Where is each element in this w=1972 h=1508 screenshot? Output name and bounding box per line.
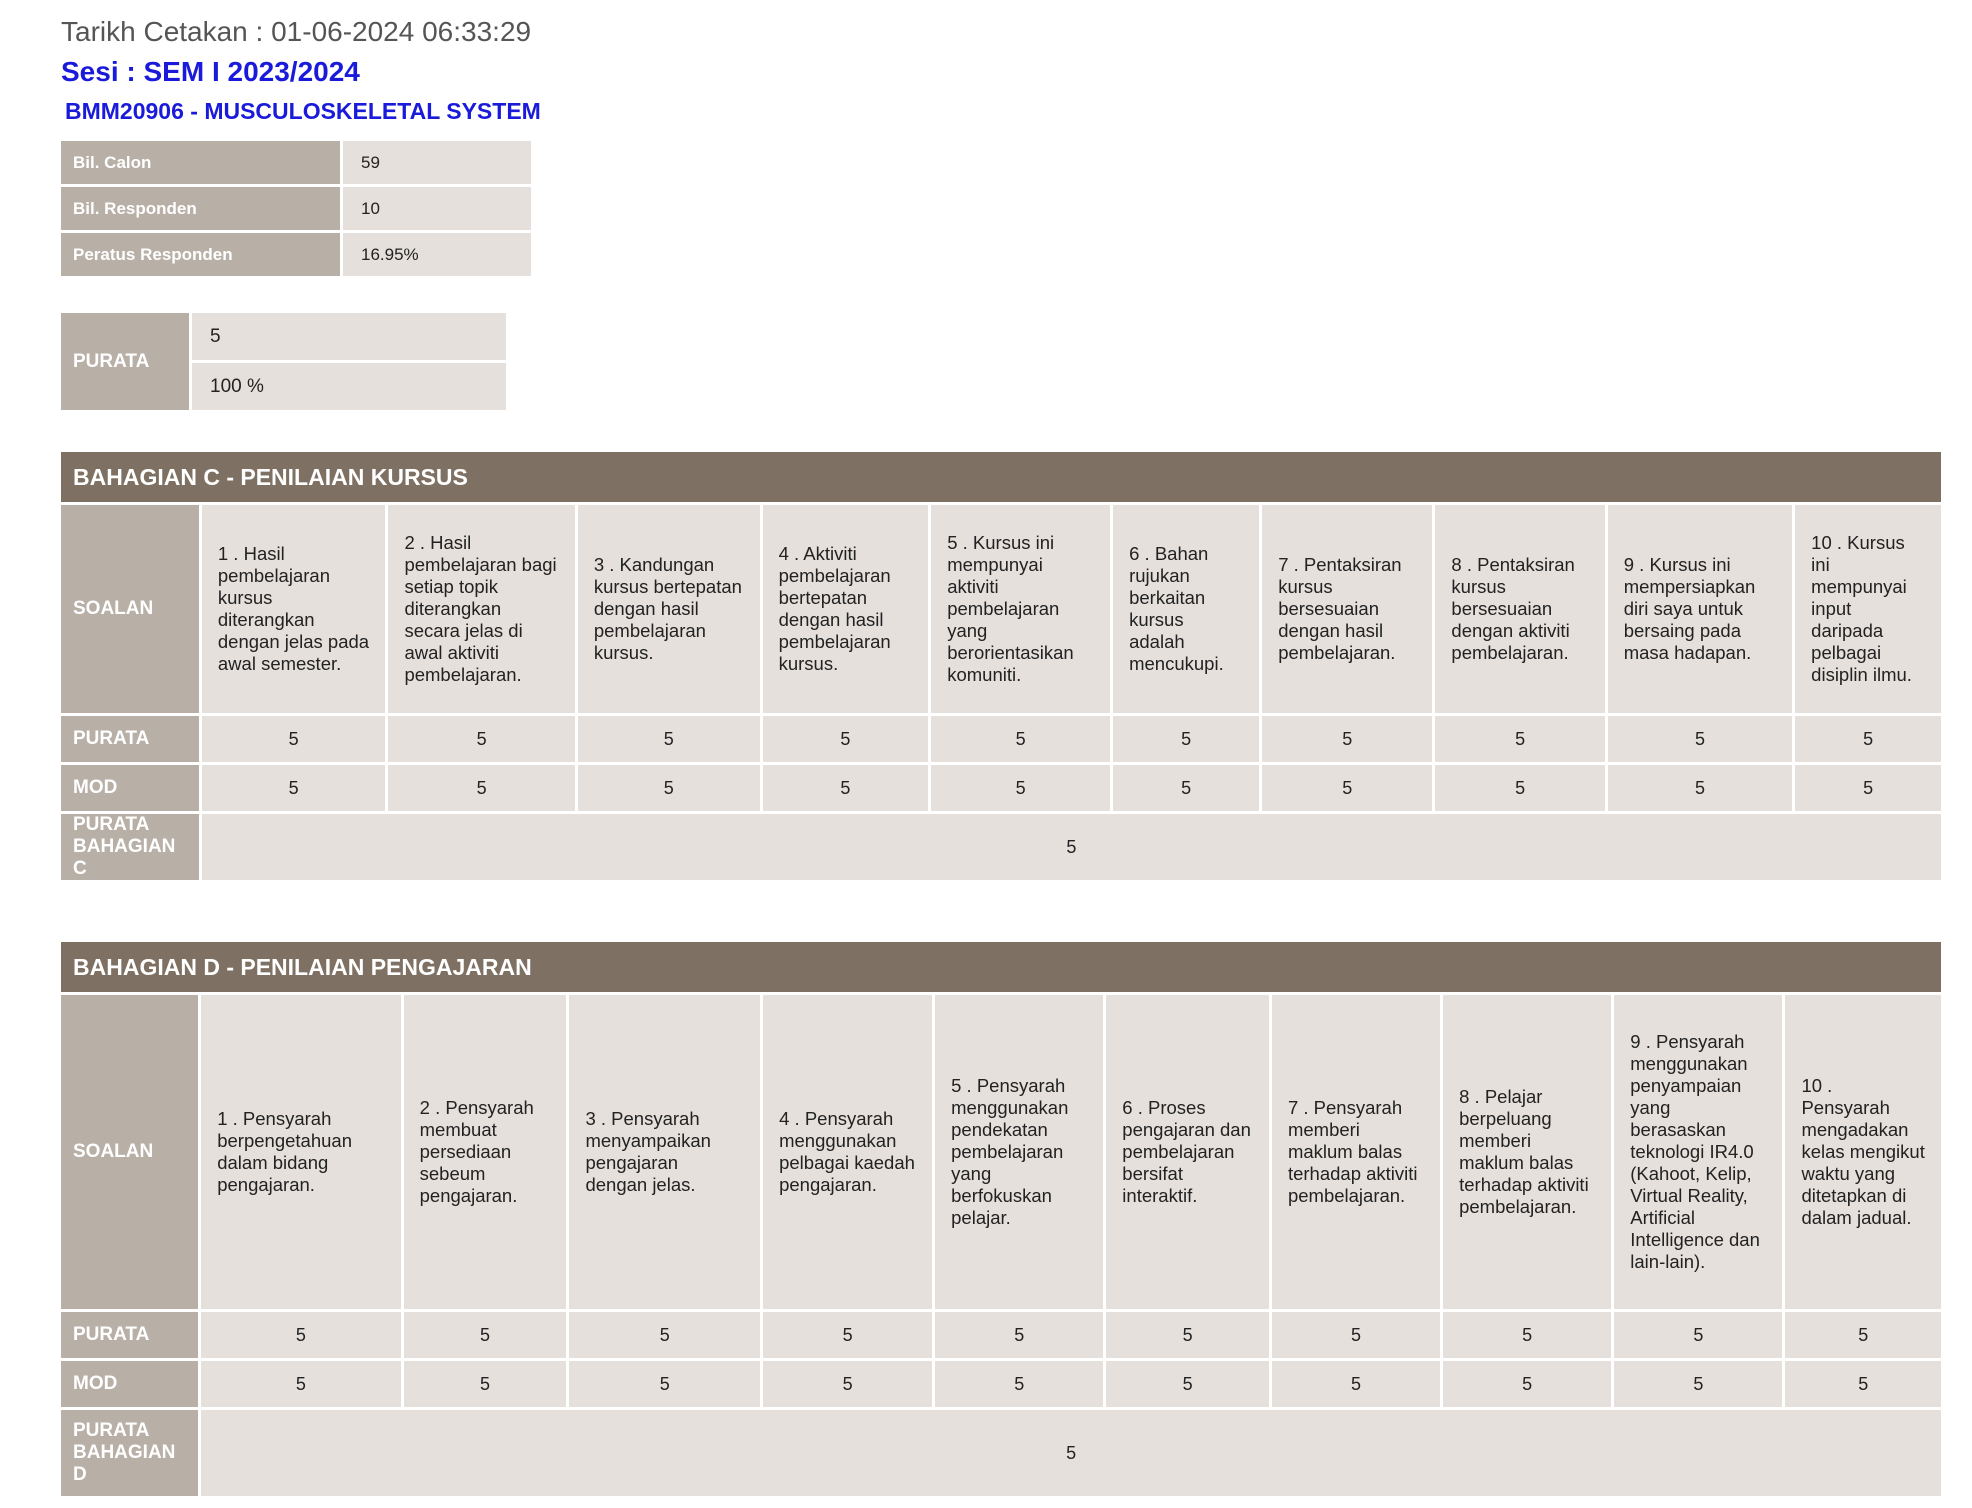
mod-value: 5 [1614,1361,1782,1407]
question-cell: 3 . Kandungan kursus bertepatan dengan hasil pembelajaran kursus. [578,505,760,713]
section-d-title: BAHAGIAN D - PENILAIAN PENGAJARAN [61,942,1941,992]
question-cell: 4 . Aktiviti pembelajaran bertepatan dengan hasil pembelajaran kursus. [763,505,929,713]
section-c-title: BAHAGIAN C - PENILAIAN KURSUS [61,452,1941,502]
purata-value: 5 [1795,716,1941,762]
question-cell: 7 . Pensyarah memberi maklum balas terhadap aktiviti pembelajaran. [1272,995,1440,1309]
section-average-row [61,814,1941,880]
question-cell: 5 . Kursus ini mempunyai aktiviti pembelajaran yang berorientasikan komuniti. [931,505,1110,713]
mod-row [61,765,1941,811]
mod-value: 5 [763,1361,932,1407]
purata-value: 5 [931,716,1110,762]
section-average-row [61,1410,1941,1496]
overall-average-label: PURATA [61,313,189,410]
row-label-soalan: SOALAN [61,505,199,713]
stat-label: Bil. Responden [61,187,340,230]
purata-value: 5 [201,1312,400,1358]
row-label-soalan: SOALAN [61,995,198,1309]
question-cell: 5 . Pensyarah menggunakan pendekatan pembelajaran yang berfokuskan pelajar. [935,995,1103,1309]
course-title: BMM20906 - MUSCULOSKELETAL SYSTEM [65,98,541,124]
purata-row [61,716,1941,762]
purata-value: 5 [1608,716,1792,762]
section-c-average-value: 5 [202,814,1941,880]
mod-value: 5 [1795,765,1941,811]
stat-row [61,233,531,276]
question-cell: 2 . Hasil pembelajaran bagi setiap topik diterangkan secara jelas di awal aktiviti pembelajaran. [388,505,574,713]
mod-value: 5 [1113,765,1259,811]
question-cell: 2 . Pensyarah membuat persediaan sebeum pengajaran. [404,995,567,1309]
respondent-stats-table [58,138,534,279]
question-row [61,995,1941,1309]
question-row [61,505,1941,713]
mod-value: 5 [201,1361,400,1407]
purata-value: 5 [404,1312,567,1358]
mod-value: 5 [763,765,929,811]
section-c-table [58,449,1944,883]
mod-value: 5 [404,1361,567,1407]
question-cell: 8 . Pentaksiran kursus bersesuaian dengan aktiviti pembelajaran. [1435,505,1604,713]
purata-value: 5 [202,716,386,762]
stat-value: 10 [343,187,531,230]
overall-average-table [58,310,509,413]
question-cell: 10 . Kursus ini mempunyai input daripada pelbagai disiplin ilmu. [1795,505,1941,713]
mod-value: 5 [1272,1361,1440,1407]
mod-value: 5 [202,765,386,811]
question-cell: 6 . Bahan rujukan berkaitan kursus adalah mencukupi. [1113,505,1259,713]
purata-value: 5 [569,1312,760,1358]
purata-row [61,1312,1941,1358]
question-cell: 1 . Hasil pembelajaran kursus diterangkan dengan jelas pada awal semester. [202,505,386,713]
question-cell: 7 . Pentaksiran kursus bersesuaian dengan hasil pembelajaran. [1262,505,1432,713]
question-cell: 8 . Pelajar berpeluang memberi maklum balas terhadap aktiviti pembelajaran. [1443,995,1611,1309]
mod-value: 5 [569,1361,760,1407]
purata-value: 5 [1785,1312,1941,1358]
row-label-mod: MOD [61,1361,198,1407]
mod-value: 5 [935,1361,1103,1407]
mod-value: 5 [578,765,760,811]
mod-value: 5 [1443,1361,1611,1407]
stat-label: Peratus Responden [61,233,340,276]
section-d-table [58,939,1944,1499]
question-cell: 9 . Pensyarah menggunakan penyampaian yang berasaskan teknologi IR4.0 (Kahoot, Kelip, Virtual Reality, Artificial Intelligence dan lain-lain). [1614,995,1782,1309]
mod-value: 5 [1435,765,1604,811]
mod-value: 5 [1608,765,1792,811]
purata-value: 5 [935,1312,1103,1358]
row-label-section-average: PURATA BAHAGIAN D [61,1410,198,1496]
row-label-section-average: PURATA BAHAGIAN C [61,814,199,880]
purata-value: 5 [578,716,760,762]
row-label-purata: PURATA [61,1312,198,1358]
report-page [61,14,1941,1499]
mod-value: 5 [1262,765,1432,811]
purata-value: 5 [763,716,929,762]
mod-value: 5 [1106,1361,1269,1407]
mod-value: 5 [931,765,1110,811]
overall-average-value: 5 [192,313,506,360]
mod-row [61,1361,1941,1407]
purata-value: 5 [1272,1312,1440,1358]
question-cell: 10 . Pensyarah mengadakan kelas mengikut waktu yang ditetapkan di dalam jadual. [1785,995,1941,1309]
overall-average-percent: 100 % [192,363,506,410]
session-title: Sesi : SEM I 2023/2024 [61,56,360,87]
purata-value: 5 [763,1312,932,1358]
purata-value: 5 [388,716,574,762]
question-cell: 6 . Proses pengajaran dan pembelajaran bersifat interaktif. [1106,995,1269,1309]
row-label-mod: MOD [61,765,199,811]
stat-value: 59 [343,141,531,184]
section-d-average-value: 5 [201,1410,1941,1496]
purata-value: 5 [1443,1312,1611,1358]
print-date: Tarikh Cetakan : 01-06-2024 06:33:29 [61,16,532,47]
purata-value: 5 [1106,1312,1269,1358]
mod-value: 5 [388,765,574,811]
question-cell: 3 . Pensyarah menyampaikan pengajaran dengan jelas. [569,995,760,1309]
stat-label: Bil. Calon [61,141,340,184]
purata-value: 5 [1614,1312,1782,1358]
stat-row [61,187,531,230]
mod-value: 5 [1785,1361,1941,1407]
purata-value: 5 [1435,716,1604,762]
stat-row [61,141,531,184]
stat-value: 16.95% [343,233,531,276]
question-cell: 9 . Kursus ini mempersiapkan diri saya untuk bersaing pada masa hadapan. [1608,505,1792,713]
purata-value: 5 [1262,716,1432,762]
purata-value: 5 [1113,716,1259,762]
row-label-purata: PURATA [61,716,199,762]
question-cell: 4 . Pensyarah menggunakan pelbagai kaedah pengajaran. [763,995,932,1309]
question-cell: 1 . Pensyarah berpengetahuan dalam bidang pengajaran. [201,995,400,1309]
